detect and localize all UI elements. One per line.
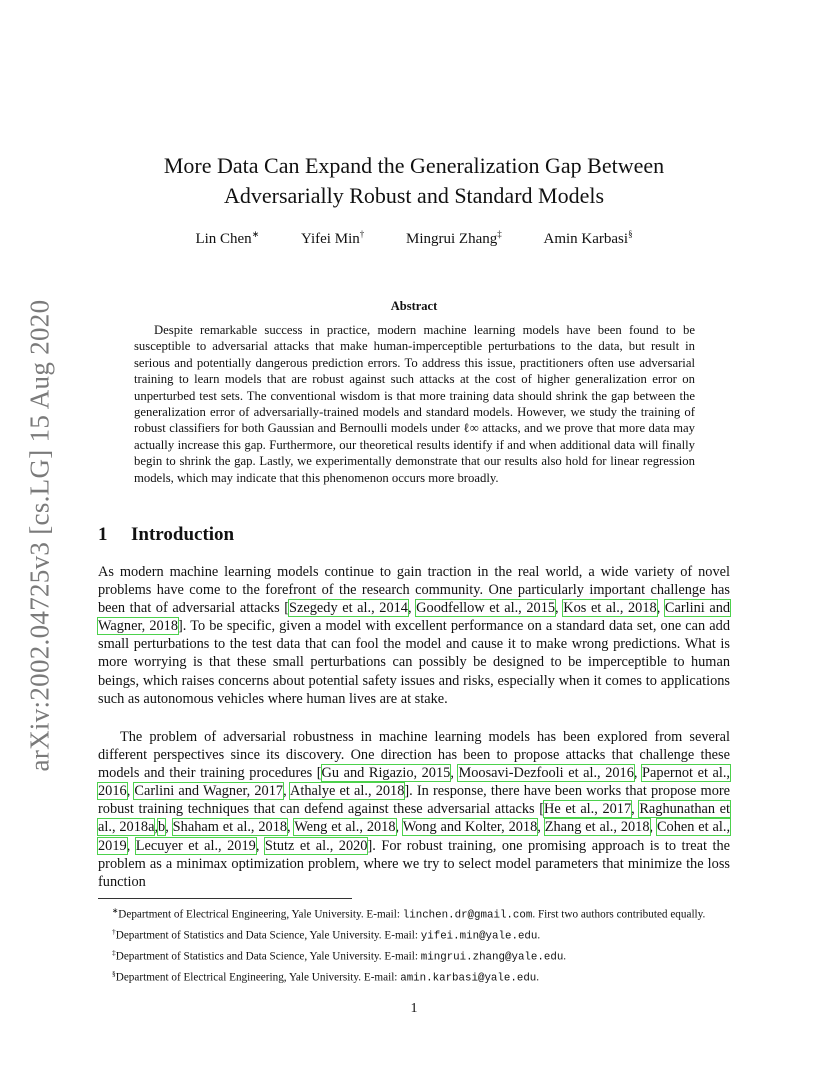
citation-link[interactable]: Kos et al., 2018 — [563, 600, 657, 617]
footnote-mark: ‡ — [112, 948, 116, 958]
footnote-text: Department of Statistics and Data Science, Yale University. E-mail: — [115, 950, 421, 963]
footnote-mark: † — [112, 927, 116, 937]
footnote-mark: ∗ — [112, 906, 119, 915]
text: , — [126, 837, 136, 854]
author — [301, 229, 364, 248]
citation-link[interactable]: Weng et al., 2018 — [294, 819, 396, 836]
text: The problem of adversarial robustness in machine learning models has been explored from several different perspectives since its discovery. One direction has been to propose attacks that challenge these models and their training procedures [ — [98, 729, 730, 782]
abstract-heading: Abstract — [390, 299, 438, 313]
citation-link[interactable]: Goodfellow et al., 2015 — [416, 600, 556, 617]
footnote-tail: . — [537, 929, 541, 942]
text: , — [395, 819, 403, 836]
email-address: yifei.min@yale.edu — [420, 930, 538, 943]
footnote-mark: § — [112, 969, 116, 979]
paragraph — [98, 563, 730, 708]
author-name: Yifei Min — [300, 231, 360, 247]
text: ]. For robust training, one promising approach is to treat the problem as a minimax optimization problem, where we try to select model parameters that minimize the loss function — [98, 837, 731, 890]
footnote-text: Department of Electrical Engineering, Yale University. E-mail: — [118, 908, 403, 921]
text: , — [656, 600, 665, 617]
text: , — [165, 819, 173, 836]
title-line-1: More Data Can Expand the Generalization Gap Between — [163, 153, 665, 178]
footnote-text: Department of Electrical Engineering, Yale University. E-mail: — [115, 971, 401, 984]
text: , — [649, 819, 657, 836]
citation-link[interactable]: Lecuyer et al., 2019 — [135, 837, 256, 854]
author — [543, 229, 632, 248]
author-mark: ∗ — [251, 229, 260, 239]
author-mark: ‡ — [497, 229, 502, 239]
text: , — [450, 765, 459, 782]
text: As modern machine learning models continue to gain traction in the real world, a wide variety of novel problems have come to the forefront of the research community. One particularly important challenge has been that of adversarial attacks [ — [98, 564, 730, 617]
citation-link[interactable]: Stutz et al., 2020 — [264, 837, 368, 854]
citation-link[interactable]: Athalye et al., 2018 — [290, 783, 405, 800]
citation-link[interactable]: Moosavi-Dezfooli et al., 2016 — [458, 765, 634, 782]
footnote-tail: . — [563, 950, 567, 963]
footnote-tail: . — [536, 971, 540, 984]
citation-link[interactable]: Szegedy et al., 2014 — [289, 600, 408, 617]
text: , — [154, 819, 159, 836]
author-list — [98, 229, 730, 248]
author — [195, 229, 259, 248]
citation-link[interactable]: He et al., 2017 — [544, 801, 632, 818]
page-number: 1 — [410, 1001, 418, 1016]
email-address: mingrui.zhang@yale.edu — [420, 951, 564, 964]
section-number: 1 — [98, 524, 108, 545]
citation-link[interactable]: Raghunathan et al., 2018a — [98, 801, 731, 836]
title-line-2: Adversarially Robust and Standard Models — [223, 183, 605, 208]
author-mark: § — [628, 229, 633, 239]
footnote-text: Department of Statistics and Data Science, Yale University. E-mail: — [115, 929, 421, 942]
paper-title — [98, 151, 730, 211]
text: , — [255, 837, 265, 854]
abstract-text: Despite remarkable success in practice, modern machine learning models have been found to be susceptible to adversarial attacks that make human-imperceptible perturbations to the data, but result in serious and potentially dangerous prediction errors. To address this issue, practitioners often use adversarial training to learn models that are robust against such attacks at the cost of higher generalization error on unperturbed test sets. The conventional wisdom is that more training data should shrink the gap between the generalization error of adversarially-trained models and standard models. However, we study the training of robust classifiers for both Gaussian and Bernoulli models under ℓ∞ attacks, and we prove that more data may actually increase this gap. Furthermore, our theoretical results identify if and when additional data will finally begin to shrink the gap. Lastly, we experimentally demonstrate that our results also hold for linear regression models, which may indicate that this phenomenon occurs more broadly. — [134, 323, 695, 485]
footnotes — [98, 903, 730, 987]
section-title: Introduction — [131, 524, 235, 545]
author-mark: † — [359, 229, 365, 239]
text: , — [633, 765, 643, 782]
paragraph — [98, 728, 730, 891]
text: , — [283, 783, 291, 800]
author-name: Amin Karbasi — [543, 231, 629, 247]
footnote-rule — [98, 898, 352, 899]
arxiv-identifier: arXiv:2002.04725v3 [cs.LG] 15 Aug 2020 — [24, 299, 55, 772]
author-name: Mingrui Zhang — [405, 231, 498, 247]
text: , — [537, 819, 545, 836]
citation-link[interactable]: Carlini and Wagner, 2017 — [134, 783, 284, 800]
citation-link[interactable]: Shaham et al., 2018 — [172, 819, 288, 836]
citation-link[interactable]: Papernot et al., 2016 — [98, 765, 731, 800]
section-heading — [98, 524, 234, 546]
footnote — [98, 966, 730, 987]
citation-link[interactable]: Carlini and Wagner, 2018 — [98, 600, 731, 635]
citation-link[interactable]: Gu and Rigazio, 2015 — [321, 765, 451, 782]
text: , — [631, 801, 640, 818]
text: , — [555, 600, 564, 617]
citation-link[interactable]: Wong and Kolter, 2018 — [402, 819, 538, 836]
citation-link[interactable]: Cohen et al., 2019 — [98, 819, 731, 854]
email-address: amin.karbasi@yale.edu — [400, 972, 537, 985]
author — [406, 229, 502, 248]
citation-link[interactable]: Zhang et al., 2018 — [544, 819, 650, 836]
text: ]. In response, there have been works that propose more robust training techniques that can defend against these adversarial attacks [ — [98, 783, 731, 818]
text: , — [126, 783, 135, 800]
text: , — [287, 819, 295, 836]
citation-link[interactable]: b — [158, 819, 166, 836]
text: ]. To be specific, given a model with excellent performance on a standard data set, one can add small perturbations to the test data that can fool the model and cause it to make wrong predictions. What is more worrying is that these small perturbations can possibly be designed to be imperceptible to human beings, which raises concerns about potential safety issues and risks, especially when it comes to applications such as autonomous vehicles where human lives are at stake. — [98, 618, 731, 707]
footnote — [98, 924, 730, 945]
author-name: Lin Chen — [195, 231, 252, 247]
footnote — [98, 945, 730, 966]
email-address: linchen.dr@gmail.com — [402, 909, 533, 922]
footnote — [98, 903, 730, 924]
footnote-tail: . First two authors contributed equally. — [532, 908, 706, 921]
text: , — [407, 600, 417, 617]
